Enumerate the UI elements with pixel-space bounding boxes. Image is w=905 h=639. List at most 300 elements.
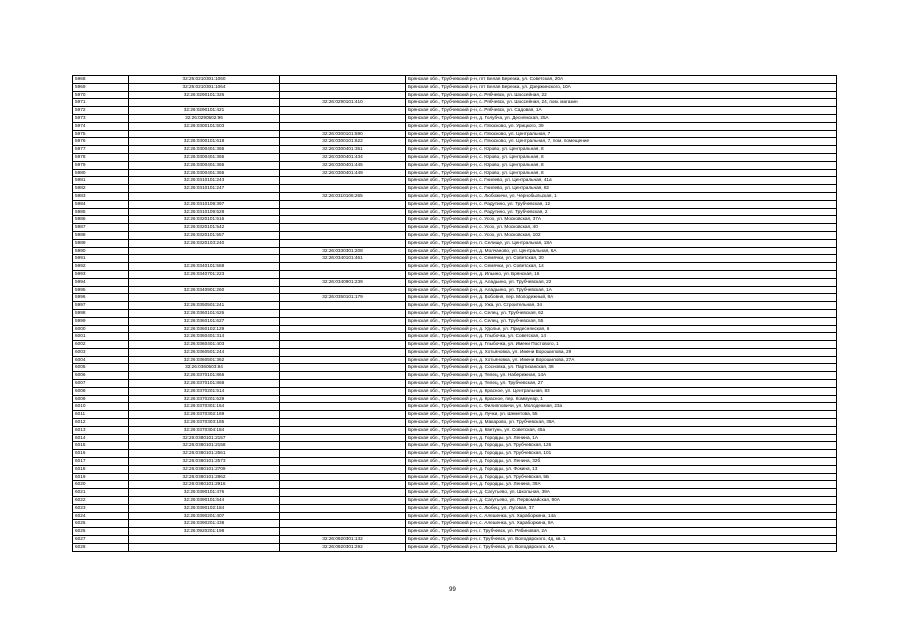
table-row (73, 270, 837, 278)
row-number-cell: 5970 (73, 91, 129, 99)
building-cadastral-number-cell (280, 216, 406, 224)
row-number-cell: 5972 (73, 107, 129, 115)
row-number-cell: 5979 (73, 161, 129, 169)
building-cadastral-number-cell (280, 270, 406, 278)
building-cadastral-number-cell (280, 317, 406, 325)
land-cadastral-number-cell: 32:26:0370301:164 (129, 403, 280, 411)
address-cell: Брянская обл., Трубчевский р-н, с. Селец, ул. Трубчевская, 62 (406, 309, 837, 317)
building-cadastral-number-cell (280, 208, 406, 216)
address-cell: Брянская обл., Трубчевский р-н, с. Любожичи, ул. Чернобыльская, 1 (406, 192, 837, 200)
table-row (73, 153, 837, 161)
building-cadastral-number-cell (280, 263, 406, 271)
table-row (73, 325, 837, 333)
building-cadastral-number-cell (280, 489, 406, 497)
row-number-cell: 5993 (73, 270, 129, 278)
building-cadastral-number-cell (280, 185, 406, 193)
registry-table-body (73, 76, 837, 552)
row-number-cell: 5978 (73, 153, 129, 161)
building-cadastral-number-cell (280, 224, 406, 232)
address-cell: Брянская обл., Трубчевский р-н, д. Аладьино, ул. Трубчевская, 22 (406, 278, 837, 286)
table-row (73, 76, 837, 84)
row-number-cell: 5981 (73, 177, 129, 185)
land-cadastral-number-cell (129, 278, 280, 286)
table-row (73, 83, 837, 91)
row-number-cell: 5996 (73, 294, 129, 302)
building-cadastral-number-cell: 32:26:0340101:461 (280, 255, 406, 263)
building-cadastral-number-cell (280, 473, 406, 481)
table-row (73, 434, 837, 442)
building-cadastral-number-cell (280, 76, 406, 84)
address-cell: Брянская обл., Трубчевский р-н, с. Плюсково, ул. Центральная, 7, пом. помещение (406, 138, 837, 146)
land-cadastral-number-cell: 32:26:0320103:240 (129, 239, 280, 247)
building-cadastral-number-cell: 32:26:0300401:351 (280, 146, 406, 154)
row-number-cell: 6007 (73, 380, 129, 388)
row-number-cell: 6001 (73, 333, 129, 341)
address-cell: Брянская обл., Трубчевский р-н, д. Бобовня, пер. Молодежный, 8А (406, 294, 837, 302)
row-number-cell: 5991 (73, 255, 129, 263)
land-cadastral-number-cell: 32:26:0380101:2573 (129, 458, 280, 466)
table-row (73, 239, 837, 247)
land-cadastral-number-cell: 32:26:0360503:84 (129, 364, 280, 372)
address-cell: Брянская обл., Трубчевский р-н, с. Плюсково, ул. Центральная, 7 (406, 130, 837, 138)
land-cadastral-number-cell: 32:26:0370101:865 (129, 372, 280, 380)
land-cadastral-number-cell: 32:26:0320101:557 (129, 231, 280, 239)
address-cell: Брянская обл., Трубчевский р-н, пгт Белая Березка, ул. Советская, 20А (406, 76, 837, 84)
building-cadastral-number-cell (280, 107, 406, 115)
building-cadastral-number-cell (280, 341, 406, 349)
row-number-cell: 6012 (73, 419, 129, 427)
table-row (73, 216, 837, 224)
building-cadastral-number-cell (280, 91, 406, 99)
address-cell: Брянская обл., Трубчевский р-н, с. Рябчевск, ул. Шоссейная, 22 (406, 91, 837, 99)
building-cadastral-number-cell (280, 395, 406, 403)
address-cell: Брянская обл., Трубчевский р-н, с. Любец, ул. Луговая, 37 (406, 504, 837, 512)
address-cell: Брянская обл., Трубчевский р-н, с. Юрово, ул. Центральная, 8 (406, 153, 837, 161)
building-cadastral-number-cell (280, 458, 406, 466)
address-cell: Брянская обл., Трубчевский р-н, с. Плюсково, ул. Урицкого, 39 (406, 122, 837, 130)
land-cadastral-number-cell (129, 536, 280, 544)
table-row (73, 208, 837, 216)
land-cadastral-number-cell: 32:26:0370303:185 (129, 419, 280, 427)
row-number-cell: 6026 (73, 528, 129, 536)
row-number-cell: 5987 (73, 224, 129, 232)
building-cadastral-number-cell: 32:26:0300401:434 (280, 153, 406, 161)
table-row (73, 543, 837, 551)
table-row (73, 380, 837, 388)
building-cadastral-number-cell (280, 356, 406, 364)
building-cadastral-number-cell (280, 481, 406, 489)
building-cadastral-number-cell (280, 177, 406, 185)
table-row (73, 200, 837, 208)
row-number-cell: 6023 (73, 504, 129, 512)
table-row (73, 465, 837, 473)
land-cadastral-number-cell: 32:26:0380101:2862 (129, 473, 280, 481)
address-cell: Брянская обл., Трубчевский р-н, д. Красное, пер. Коммунар, 1 (406, 395, 837, 403)
land-cadastral-number-cell: 32:26:0340901:260 (129, 286, 280, 294)
land-cadastral-number-cell: 32:26:0300401:365 (129, 146, 280, 154)
land-cadastral-number-cell: 32:26:0290101:326 (129, 91, 280, 99)
table-row (73, 177, 837, 185)
address-cell: Брянская обл., Трубчевский р-н, с. Усох, ул. Московская, 40 (406, 224, 837, 232)
building-cadastral-number-cell (280, 512, 406, 520)
land-cadastral-number-cell: 32:26:0290502:96 (129, 114, 280, 122)
row-number-cell: 6016 (73, 450, 129, 458)
row-number-cell: 6002 (73, 341, 129, 349)
building-cadastral-number-cell (280, 504, 406, 512)
land-cadastral-number-cell (129, 192, 280, 200)
table-row (73, 536, 837, 544)
row-number-cell: 6009 (73, 395, 129, 403)
address-cell: Брянская обл., Трубчевский р-н, с. Усох, ул. Московская, 37А (406, 216, 837, 224)
address-cell: Брянская обл., Трубчевский р-н, с. Семячки, ул. Советская, 14 (406, 263, 837, 271)
table-row (73, 504, 837, 512)
building-cadastral-number-cell (280, 302, 406, 310)
land-cadastral-number-cell: 32:26:0210301:1060 (129, 76, 280, 84)
row-number-cell: 5968 (73, 76, 129, 84)
building-cadastral-number-cell (280, 380, 406, 388)
row-number-cell: 5995 (73, 286, 129, 294)
row-number-cell: 6013 (73, 426, 129, 434)
building-cadastral-number-cell: 32:26:0300401:449 (280, 169, 406, 177)
address-cell: Брянская обл., Трубчевский р-н, пгт Белая Березка, ул. Дзержинского, 10А (406, 83, 837, 91)
address-cell: Брянская обл., Трубчевский р-н, с. Юрово, ул. Центральная, 8 (406, 169, 837, 177)
building-cadastral-number-cell (280, 309, 406, 317)
table-row (73, 114, 837, 122)
address-cell: Брянская обл., Трубчевский р-н, с. Усох, ул. Московская, 102 (406, 231, 837, 239)
address-cell: Брянская обл., Трубчевский р-н, с. Гнилево, ул. Центральная, 82 (406, 185, 837, 193)
row-number-cell: 5985 (73, 208, 129, 216)
building-cadastral-number-cell (280, 83, 406, 91)
address-cell: Брянская обл., Трубчевский р-н, с. Филипповичи, ул. Молодежная, 23а (406, 403, 837, 411)
table-row (73, 411, 837, 419)
land-cadastral-number-cell: 32:26:0380101:2709 (129, 465, 280, 473)
building-cadastral-number-cell (280, 528, 406, 536)
address-cell: Брянская обл., Трубчевский р-н, д. Городцы, ул. Трубчевская, 5Б (406, 473, 837, 481)
table-row (73, 138, 837, 146)
address-cell: Брянская обл., Трубчевский р-н, д. Кветунь, ул. Советская, 45а (406, 426, 837, 434)
land-cadastral-number-cell: 32:26:0310109:528 (129, 208, 280, 216)
table-row (73, 169, 837, 177)
address-cell: Брянская обл., Трубчевский р-н, д. Телец, ул. Трубчевская, 27 (406, 380, 837, 388)
land-cadastral-number-cell: 32:26:0380101:2157 (129, 434, 280, 442)
land-cadastral-number-cell: 32:26:0380101:2158 (129, 442, 280, 450)
address-cell: Брянская обл., Трубчевский р-н, с. Юрово, ул. Центральная, 8 (406, 146, 837, 154)
row-number-cell: 5983 (73, 192, 129, 200)
land-cadastral-number-cell: 32:26:0360501:362 (129, 356, 280, 364)
address-cell: Брянская обл., Трубчевский р-н, д. Сагутьево, ул. Школьная, 39А (406, 489, 837, 497)
address-cell: Брянская обл., Трубчевский р-н, д. Городцы, ул. Ленина, 32б (406, 458, 837, 466)
land-cadastral-number-cell (129, 255, 280, 263)
address-cell: Брянская обл., Трубчевский р-н, д. Молчаново, ул. Центральная, 6А (406, 247, 837, 255)
row-number-cell: 6008 (73, 387, 129, 395)
land-cadastral-number-cell: 32:26:0390102:184 (129, 504, 280, 512)
table-row (73, 263, 837, 271)
row-number-cell: 6014 (73, 434, 129, 442)
address-cell: Брянская обл., Трубчевский р-н, с. Селец, ул. Трубчевская, 55 (406, 317, 837, 325)
building-cadastral-number-cell (280, 419, 406, 427)
table-row (73, 130, 837, 138)
building-cadastral-number-cell: 32:26:0310106:265 (280, 192, 406, 200)
address-cell: Брянская обл., Трубчевский р-н, д. Сосновка, ул. Партизанская, 38 (406, 364, 837, 372)
address-cell: Брянская обл., Трубчевский р-н, д. Городцы, ул. Фокина, 13 (406, 465, 837, 473)
land-cadastral-number-cell: 32:26:0360102:129 (129, 325, 280, 333)
land-cadastral-number-cell: 32:26:0390201:407 (129, 512, 280, 520)
land-cadastral-number-cell: 32:26:0300401:365 (129, 161, 280, 169)
table-row (73, 122, 837, 130)
address-cell: Брянская обл., Трубчевский р-н, д. Аладьино, ул. Трубчевская, 1А (406, 286, 837, 294)
table-row (73, 442, 837, 450)
row-number-cell: 5969 (73, 83, 129, 91)
building-cadastral-number-cell (280, 114, 406, 122)
table-row (73, 372, 837, 380)
address-cell: Брянская обл., Трубчевский р-н, д. Глыбочка, ул. Имени Постового, 1 (406, 341, 837, 349)
address-cell: Брянская обл., Трубчевский р-н, г. Трубчевск, ул. Володарского, 4д, кв. 1 (406, 536, 837, 544)
row-number-cell: 5989 (73, 239, 129, 247)
table-row (73, 341, 837, 349)
land-cadastral-number-cell: 32:26:0390201:438 (129, 520, 280, 528)
table-row (73, 364, 837, 372)
building-cadastral-number-cell (280, 286, 406, 294)
table-row (73, 309, 837, 317)
land-cadastral-number-cell: 32:26:0390101:544 (129, 497, 280, 505)
address-cell: Брянская обл., Трубчевский р-н, с. Рябчевск, ул. Садовая, 1А (406, 107, 837, 115)
table-row (73, 520, 837, 528)
table-row (73, 497, 837, 505)
row-number-cell: 6000 (73, 325, 129, 333)
building-cadastral-number-cell (280, 426, 406, 434)
building-cadastral-number-cell (280, 348, 406, 356)
table-row (73, 278, 837, 286)
page-number: 99 (449, 587, 456, 593)
building-cadastral-number-cell: 32:26:0920301:292 (280, 543, 406, 551)
land-cadastral-number-cell: 32:26:0290101:421 (129, 107, 280, 115)
land-cadastral-number-cell: 32:26:0300401:365 (129, 169, 280, 177)
building-cadastral-number-cell (280, 403, 406, 411)
row-number-cell: 6010 (73, 403, 129, 411)
table-row (73, 231, 837, 239)
building-cadastral-number-cell: 32:26:0330301:208 (280, 247, 406, 255)
building-cadastral-number-cell: 32:26:0300101:590 (280, 130, 406, 138)
land-cadastral-number-cell (129, 543, 280, 551)
address-cell: Брянская обл., Трубчевский р-н, д. Макарово, ул. Трубчевская, 38А (406, 419, 837, 427)
land-cadastral-number-cell: 32:26:0370201:629 (129, 395, 280, 403)
address-cell: Брянская обл., Трубчевский р-н, г. Трубчевск, ул. Володарского, 4А (406, 543, 837, 551)
address-cell: Брянская обл., Трубчевский р-н, с. Юрово, ул. Центральная, 8 (406, 161, 837, 169)
address-cell: Брянская обл., Трубчевский р-н, д. Ужа, ул. Строительная, 34 (406, 302, 837, 310)
building-cadastral-number-cell: 32:26:0920301:132 (280, 536, 406, 544)
land-cadastral-number-cell: 32:26:0310101:243 (129, 177, 280, 185)
row-number-cell: 5974 (73, 122, 129, 130)
land-cadastral-number-cell: 32:26:0370201:514 (129, 387, 280, 395)
table-row (73, 512, 837, 520)
table-row (73, 317, 837, 325)
land-cadastral-number-cell: 32:26:0320101:542 (129, 224, 280, 232)
land-cadastral-number-cell (129, 294, 280, 302)
row-number-cell: 5980 (73, 169, 129, 177)
building-cadastral-number-cell: 32:26:0300101:622 (280, 138, 406, 146)
land-cadastral-number-cell: 32:26:0300401:365 (129, 153, 280, 161)
table-row (73, 192, 837, 200)
building-cadastral-number-cell (280, 442, 406, 450)
address-cell: Брянская обл., Трубчевский р-н, д. Городцы, ул. Трубчевская, 101 (406, 450, 837, 458)
building-cadastral-number-cell: 32:26:0300401:445 (280, 161, 406, 169)
land-cadastral-number-cell: 32:26:0310109:397 (129, 200, 280, 208)
row-number-cell: 6025 (73, 520, 129, 528)
row-number-cell: 6011 (73, 411, 129, 419)
row-number-cell: 5975 (73, 130, 129, 138)
row-number-cell: 5988 (73, 231, 129, 239)
table-row (73, 107, 837, 115)
land-cadastral-number-cell: 32:26:0370304:184 (129, 426, 280, 434)
table-row (73, 247, 837, 255)
table-row (73, 356, 837, 364)
address-cell: Брянская обл., Трубчевский р-н, д. Красное, ул. Центральная, 83 (406, 387, 837, 395)
building-cadastral-number-cell: 32:26:0350101:179 (280, 294, 406, 302)
land-cadastral-number-cell: 32:26:0380101:2561 (129, 450, 280, 458)
address-cell: Брянская обл., Трубчевский р-н, д. Удолье, ул. Придеснянская, 6 (406, 325, 837, 333)
table-row (73, 481, 837, 489)
land-cadastral-number-cell: 32:26:0370302:169 (129, 411, 280, 419)
land-cadastral-number-cell (129, 99, 280, 107)
building-cadastral-number-cell (280, 387, 406, 395)
row-number-cell: 5998 (73, 309, 129, 317)
address-cell: Брянская обл., Трубчевский р-н, с. Алешенка, ул. Хараборкина, 14а (406, 512, 837, 520)
building-cadastral-number-cell (280, 411, 406, 419)
row-number-cell: 5990 (73, 247, 129, 255)
land-cadastral-number-cell: 32:26:0360501:244 (129, 348, 280, 356)
building-cadastral-number-cell (280, 325, 406, 333)
table-row (73, 395, 837, 403)
land-cadastral-number-cell: 32:26:0920201:198 (129, 528, 280, 536)
row-number-cell: 6028 (73, 543, 129, 551)
row-number-cell: 5997 (73, 302, 129, 310)
row-number-cell: 5994 (73, 278, 129, 286)
row-number-cell: 6024 (73, 512, 129, 520)
table-row (73, 286, 837, 294)
row-number-cell: 6005 (73, 364, 129, 372)
table-row (73, 528, 837, 536)
table-row (73, 224, 837, 232)
row-number-cell: 6022 (73, 497, 129, 505)
land-cadastral-number-cell: 32:26:0300101:618 (129, 138, 280, 146)
land-cadastral-number-cell: 32:26:0390101:476 (129, 489, 280, 497)
table-row (73, 419, 837, 427)
row-number-cell: 5992 (73, 263, 129, 271)
table-row (73, 99, 837, 107)
building-cadastral-number-cell (280, 333, 406, 341)
land-cadastral-number-cell: 32:26:0350501:241 (129, 302, 280, 310)
row-number-cell: 5986 (73, 216, 129, 224)
building-cadastral-number-cell (280, 434, 406, 442)
building-cadastral-number-cell (280, 450, 406, 458)
land-cadastral-number-cell: 32:26:0210301:1064 (129, 83, 280, 91)
row-number-cell: 6018 (73, 465, 129, 473)
address-cell: Брянская обл., Трубчевский р-н, с. Алешенка, ул. Хараборкина, 9А (406, 520, 837, 528)
table-row (73, 255, 837, 263)
address-cell: Брянская обл., Трубчевский р-н, д. Городцы, ул. Ленина, 1А (406, 434, 837, 442)
row-number-cell: 5999 (73, 317, 129, 325)
row-number-cell: 6019 (73, 473, 129, 481)
table-row (73, 161, 837, 169)
row-number-cell: 6017 (73, 458, 129, 466)
table-row (73, 302, 837, 310)
building-cadastral-number-cell: 32:26:0340901:239 (280, 278, 406, 286)
address-cell: Брянская обл., Трубчевский р-н, с. Радутино, ул. Трубчевская, 12 (406, 200, 837, 208)
table-row (73, 348, 837, 356)
land-cadastral-number-cell (129, 130, 280, 138)
table-row (73, 473, 837, 481)
land-cadastral-number-cell: 32:26:0360101:626 (129, 309, 280, 317)
address-cell: Брянская обл., Трубчевский р-н, с. Семячки, ул. Советская, 30 (406, 255, 837, 263)
land-cadastral-number-cell: 32:26:0360401:403 (129, 341, 280, 349)
row-number-cell: 6027 (73, 536, 129, 544)
address-cell: Брянская обл., Трубчевский р-н, д. Сагутьево, ул. Первомайская, 90А (406, 497, 837, 505)
land-cadastral-number-cell: 32:26:0340101:568 (129, 263, 280, 271)
building-cadastral-number-cell (280, 364, 406, 372)
building-cadastral-number-cell (280, 122, 406, 130)
table-row (73, 91, 837, 99)
row-number-cell: 5976 (73, 138, 129, 146)
table-row (73, 450, 837, 458)
table-row (73, 294, 837, 302)
land-cadastral-number-cell: 32:26:0370101:868 (129, 380, 280, 388)
row-number-cell: 6015 (73, 442, 129, 450)
land-cadastral-number-cell: 32:26:0340701:223 (129, 270, 280, 278)
table-row (73, 185, 837, 193)
address-cell: Брянская обл., Трубчевский р-н, п. Селище, ул. Центральная, 18А (406, 239, 837, 247)
row-number-cell: 6006 (73, 372, 129, 380)
address-cell: Брянская обл., Трубчевский р-н, д. Ильино, ул. Брянская, 16 (406, 270, 837, 278)
row-number-cell: 6004 (73, 356, 129, 364)
land-cadastral-number-cell (129, 247, 280, 255)
land-cadastral-number-cell: 32:26:0380101:2916 (129, 481, 280, 489)
address-cell: Брянская обл., Трубчевский р-н, г. Трубчевск, ул. Рябиновая, 2А (406, 528, 837, 536)
table-row (73, 387, 837, 395)
building-cadastral-number-cell (280, 465, 406, 473)
land-cadastral-number-cell: 32:26:0310101:247 (129, 185, 280, 193)
land-cadastral-number-cell: 32:26:0360401:314 (129, 333, 280, 341)
table-row (73, 458, 837, 466)
land-cadastral-number-cell: 32:26:0360101:627 (129, 317, 280, 325)
building-cadastral-number-cell (280, 239, 406, 247)
row-number-cell: 6020 (73, 481, 129, 489)
land-cadastral-number-cell: 32:26:0320101:516 (129, 216, 280, 224)
building-cadastral-number-cell (280, 372, 406, 380)
building-cadastral-number-cell (280, 520, 406, 528)
address-cell: Брянская обл., Трубчевский р-н, д. Лучки, ул. Шеметова, 55 (406, 411, 837, 419)
table-row (73, 489, 837, 497)
table-row (73, 146, 837, 154)
row-number-cell: 5977 (73, 146, 129, 154)
row-number-cell: 5973 (73, 114, 129, 122)
address-cell: Брянская обл., Трубчевский р-н, д. Городцы, ул. Трубчевская, 126 (406, 442, 837, 450)
table-row (73, 426, 837, 434)
address-cell: Брянская обл., Трубчевский р-н, с. Рябчевск, ул. Шоссейная, 24, пом. магазин (406, 99, 837, 107)
row-number-cell: 5971 (73, 99, 129, 107)
address-cell: Брянская обл., Трубчевский р-н, д. Городцы, ул. Ленина, 39А (406, 481, 837, 489)
building-cadastral-number-cell (280, 200, 406, 208)
table-row (73, 333, 837, 341)
building-cadastral-number-cell (280, 231, 406, 239)
address-cell: Брянская обл., Трубчевский р-н, с. Гнилево, ул. Центральная, 41а (406, 177, 837, 185)
row-number-cell: 6003 (73, 348, 129, 356)
table-row (73, 403, 837, 411)
land-cadastral-number-cell: 32:26:0300101:503 (129, 122, 280, 130)
registry-table (72, 75, 837, 552)
address-cell: Брянская обл., Трубчевский р-н, д. Хотьяновка, ул. Имени Ворошилова, 29 (406, 348, 837, 356)
address-cell: Брянская обл., Трубчевский р-н, д. Голубча, ул. Деснянская, 25А (406, 114, 837, 122)
row-number-cell: 5982 (73, 185, 129, 193)
